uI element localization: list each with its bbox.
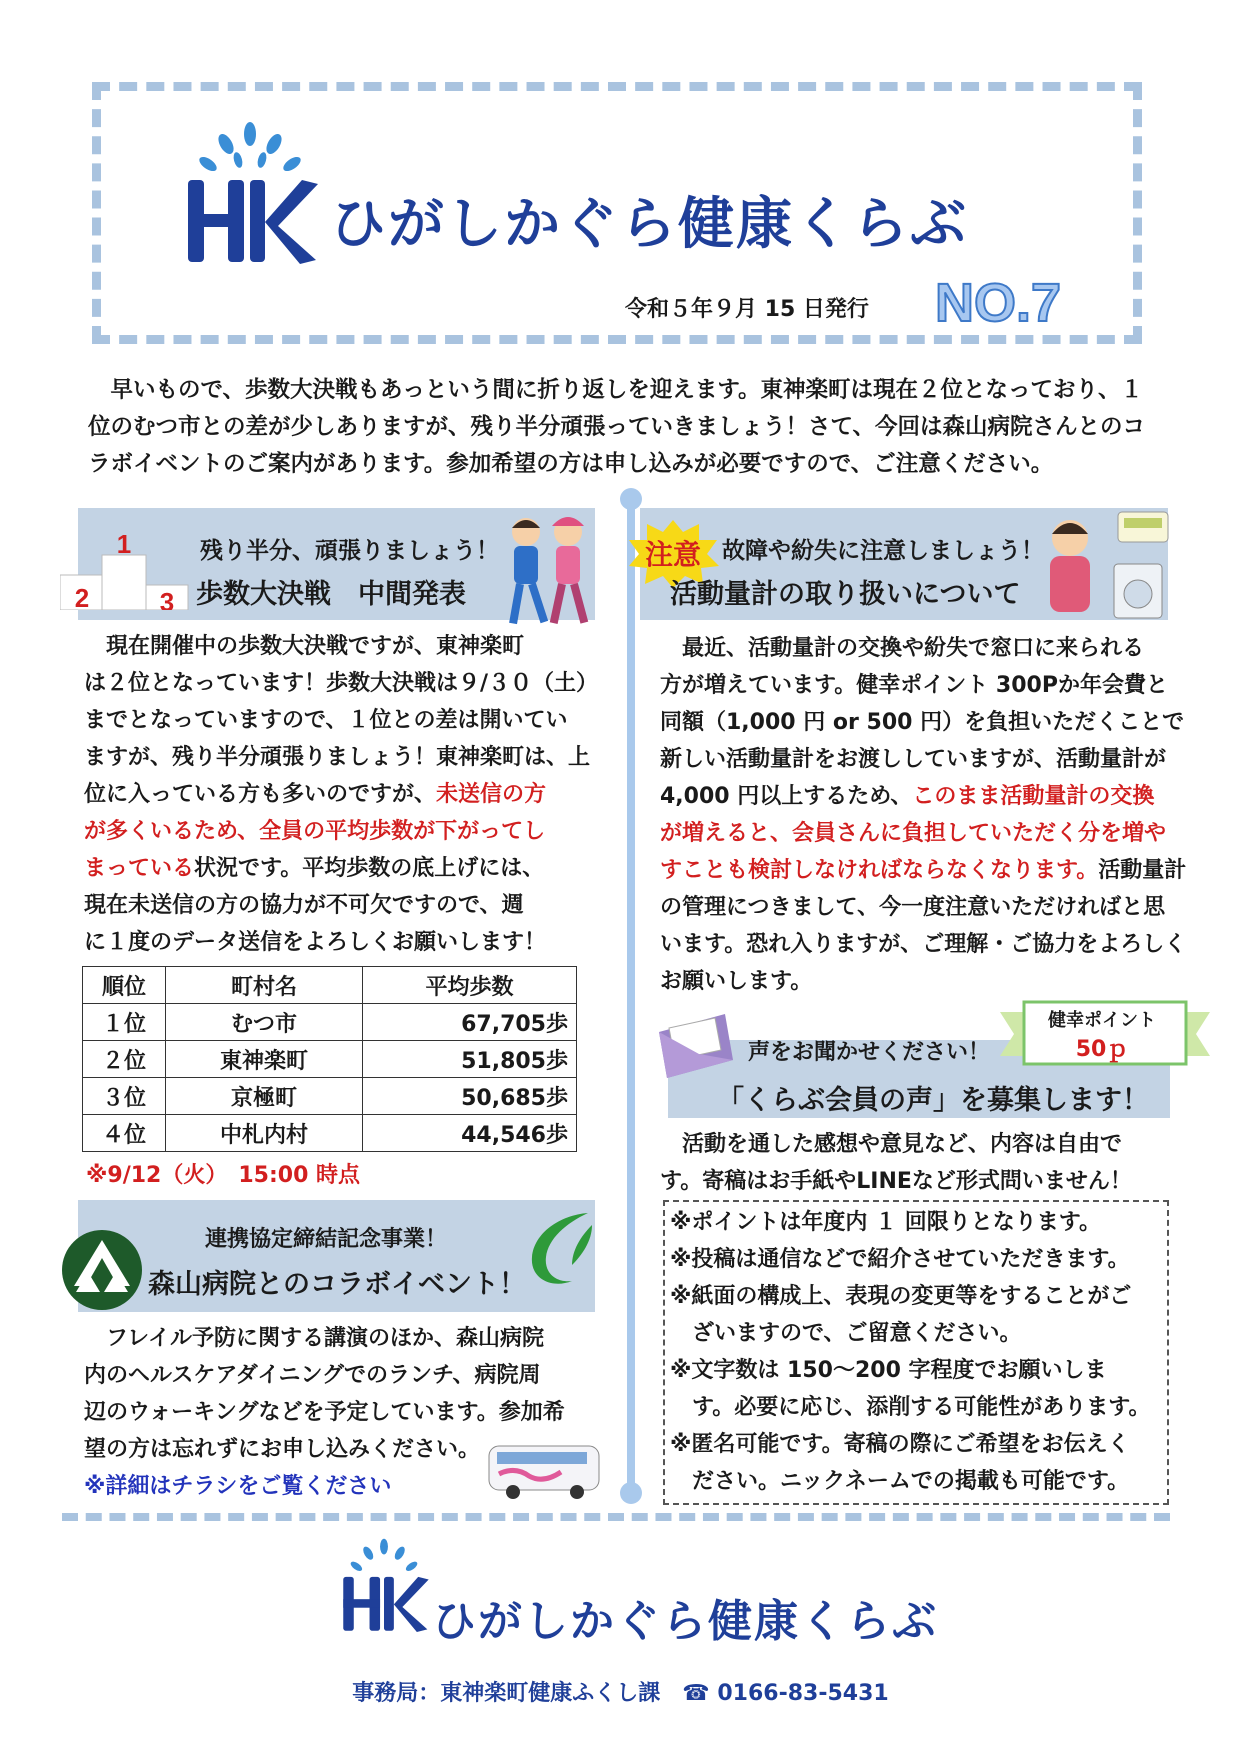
voice-body-line: す。寄稿はお手紙やLINEなど形式問いません！ [660, 1169, 1132, 1194]
steps-body-highlight: まっている [84, 856, 195, 881]
table-row [83, 1004, 577, 1041]
note-line: す。必要に応じ、添削する可能性があります。 [670, 1395, 1151, 1420]
steps-body-highlight: が多くいるため、全員の平均歩数が下がってし [84, 819, 546, 844]
intro-paragraph [88, 372, 1158, 483]
intro-line: 早いもので、歩数大決戦もあっという間に折り返しを迎えます。東神楽町は現在２位となっており、１ [88, 377, 1144, 403]
collab-body-line: 辺のウォーキングなどを予定しています。参加希 [84, 1400, 565, 1425]
meter-body-highlight: このまま活動量計の交換 [912, 784, 1155, 809]
meter-body-line: 最近、活動量計の交換や紛失で窓口に来られる [660, 636, 1145, 661]
voice-subtitle: 声をお聞かせください！ [748, 1040, 991, 1065]
leaf-logo-icon [520, 1205, 610, 1295]
steps-body-line [84, 850, 584, 887]
table-row [83, 1115, 577, 1152]
collab-subtitle: 連携協定締結記念事業！ [205, 1227, 448, 1252]
steps-body-text: 状況です。平均歩数の底上げには、 [194, 856, 545, 881]
point-label: 健幸ポイント [1048, 1010, 1156, 1031]
meter-title: 活動量計の取り扱いについて [670, 579, 1021, 610]
issue-date: 令和５年９月 15 日発行 [625, 297, 869, 322]
steps-cell: 67,705歩 [363, 1004, 577, 1041]
steps-cell: 51,805歩 [363, 1041, 577, 1078]
point-value: 50ｐ [1075, 1037, 1129, 1062]
rank-cell: ２位 [83, 1041, 166, 1078]
footer-hk-logo-icon [338, 1538, 430, 1638]
meter-body-text: 活動量計 [1098, 858, 1187, 883]
header-town: 町村名 [166, 967, 363, 1004]
bus-icon [485, 1440, 605, 1502]
meter-body-line: います。恐れ入りますが、ご理解・ご協力をよろしく [660, 932, 1187, 957]
table-row [83, 1078, 577, 1115]
header-rank: 順位 [83, 967, 166, 1004]
note-line: ※紙面の構成上、表現の変更等をすることがご [670, 1284, 1132, 1309]
collab-title: 森山病院とのコラボイベント！ [148, 1269, 526, 1300]
rank-cell: ４位 [83, 1115, 166, 1152]
steps-body-line [84, 776, 584, 813]
steps-body [84, 628, 599, 961]
podium-first: 1 [116, 535, 132, 559]
meter-body-line: 新しい活動量計をお渡ししていますが、活動量計が [660, 747, 1167, 772]
podium-second: 2 [74, 583, 90, 610]
steps-body-line: ますが、残り半分頑張りましょう！東神楽町は、上 [84, 745, 591, 770]
note-line: ※投稿は通信などで紹介させていただきます。 [670, 1247, 1130, 1272]
steps-body-line [84, 628, 584, 665]
voice-body [660, 1126, 1170, 1200]
footer-title: ひがしかぐら健康くらぶ [432, 1596, 938, 1647]
issue-number: NO.7 [935, 273, 1062, 333]
flyer-reference-link[interactable]: ※詳細はチラシをご覧ください [84, 1474, 392, 1499]
note-line: ださい。ニックネームでの掲載も可能です。 [670, 1469, 1130, 1494]
steps-body-line: に１度のデータ送信をよろしくお願いします！ [84, 930, 547, 955]
steps-subtitle: 残り半分、頑張りましょう！ [200, 538, 499, 564]
note-line: ざいますので、ご留意ください。 [670, 1321, 1022, 1346]
steps-title: 歩数大決戦 中間発表 [196, 579, 466, 610]
intro-line: 位のむつ市との差が少しありますが、残り半分頑張っていきましょう！さて、今回は森山病院さんとのコ [88, 414, 1146, 440]
voice-title: 「くらぶ会員の声」を募集します！ [717, 1085, 1149, 1116]
steps-body-line: までとなっていますので、１位との差は開いてい [84, 708, 568, 733]
podium-icon [60, 535, 190, 610]
ranking-table [82, 966, 577, 1152]
meter-body [660, 630, 1187, 1000]
steps-body-line: 現在未送信の方の協力が不可欠ですので、週 [84, 893, 524, 918]
meter-body-line: 同額（1,000 円 or 500 円）を負担いただくことで [660, 710, 1185, 735]
divider-dot-bottom [620, 1482, 642, 1504]
steps-body-text: 位に入っている方も多いのですが、 [84, 782, 437, 807]
meter-body-line [660, 778, 1170, 815]
runners-icon [496, 510, 601, 640]
voice-notes [670, 1204, 1170, 1500]
hospital-logo-icon [60, 1228, 144, 1312]
town-cell: 東神楽町 [166, 1041, 363, 1078]
caution-badge-text: 注意 [644, 538, 702, 571]
steps-cell: 44,546歩 [363, 1115, 577, 1152]
collab-body-line: フレイル予防に関する講演のほか、森山病院 [84, 1326, 545, 1351]
meter-body-line: の管理につきまして、今一度注意いただければと思 [660, 895, 1166, 920]
footer-divider [62, 1513, 1170, 1521]
note-line: ※文字数は 150～200 字程度でお願いしま [670, 1358, 1107, 1383]
meter-body-line: 方が増えています。健幸ポイント 300Pか年会費と [660, 673, 1168, 698]
meter-body-line: お願いします。 [660, 969, 813, 994]
table-row [83, 1041, 577, 1078]
meter-body-highlight: が増えると、会員さんに負担していただく分を増や [660, 821, 1167, 846]
hk-logo-icon [180, 122, 320, 272]
newsletter-title: ひがしかぐら健康くらぶ [330, 192, 968, 257]
divider-dot-top [620, 488, 642, 510]
podium-third: 3 [159, 587, 175, 610]
meter-body-line [660, 852, 1187, 889]
steps-body-text: 現在開催中の歩数大決戦ですが、東神楽町 [106, 634, 525, 659]
rank-cell: １位 [83, 1004, 166, 1041]
column-divider [627, 495, 635, 1495]
meter-body-text: 4,000 円以上するため、 [660, 784, 913, 809]
meter-body-highlight: すことも検討しなければならなくなります。 [660, 858, 1099, 883]
note-line: ※匿名可能です。寄稿の際にご希望をお伝えく [670, 1432, 1130, 1457]
worried-person-washer-icon [1040, 508, 1170, 620]
ranking-timestamp-note: ※9/12（火） 15:00 時点 [86, 1163, 361, 1188]
intro-line: ラボイベントのご案内があります。参加希望の方は申し込みが必要ですので、ご注意ください。 [88, 451, 1054, 477]
header-avg-steps: 平均歩数 [363, 967, 577, 1004]
steps-body-highlight: 未送信の方 [436, 782, 547, 807]
steps-body-line: は２位となっています！歩数大決戦は９/３０（土） [84, 671, 599, 696]
voice-body-line: 活動を通した感想や意見など、内容は自由で [660, 1132, 1123, 1157]
town-cell: むつ市 [166, 1004, 363, 1041]
table-header-row [83, 967, 577, 1004]
collab-body-line: 内のヘルスケアダイニングでのランチ、病院周 [84, 1363, 541, 1388]
rank-cell: ３位 [83, 1078, 166, 1115]
steps-cell: 50,685歩 [363, 1078, 577, 1115]
meter-subtitle: 故障や紛失に注意しましょう！ [722, 538, 1044, 564]
town-cell: 中札内村 [166, 1115, 363, 1152]
footer-contact: 事務局：東神楽町健康ふくし課 ☎ 0166-83-5431 [352, 1681, 889, 1706]
note-line: ※ポイントは年度内 １ 回限りとなります。 [670, 1210, 1101, 1235]
envelope-icon [655, 1010, 737, 1082]
collab-body-line: 望の方は忘れずにお申し込みください。 [84, 1437, 481, 1462]
town-cell: 京極町 [166, 1078, 363, 1115]
